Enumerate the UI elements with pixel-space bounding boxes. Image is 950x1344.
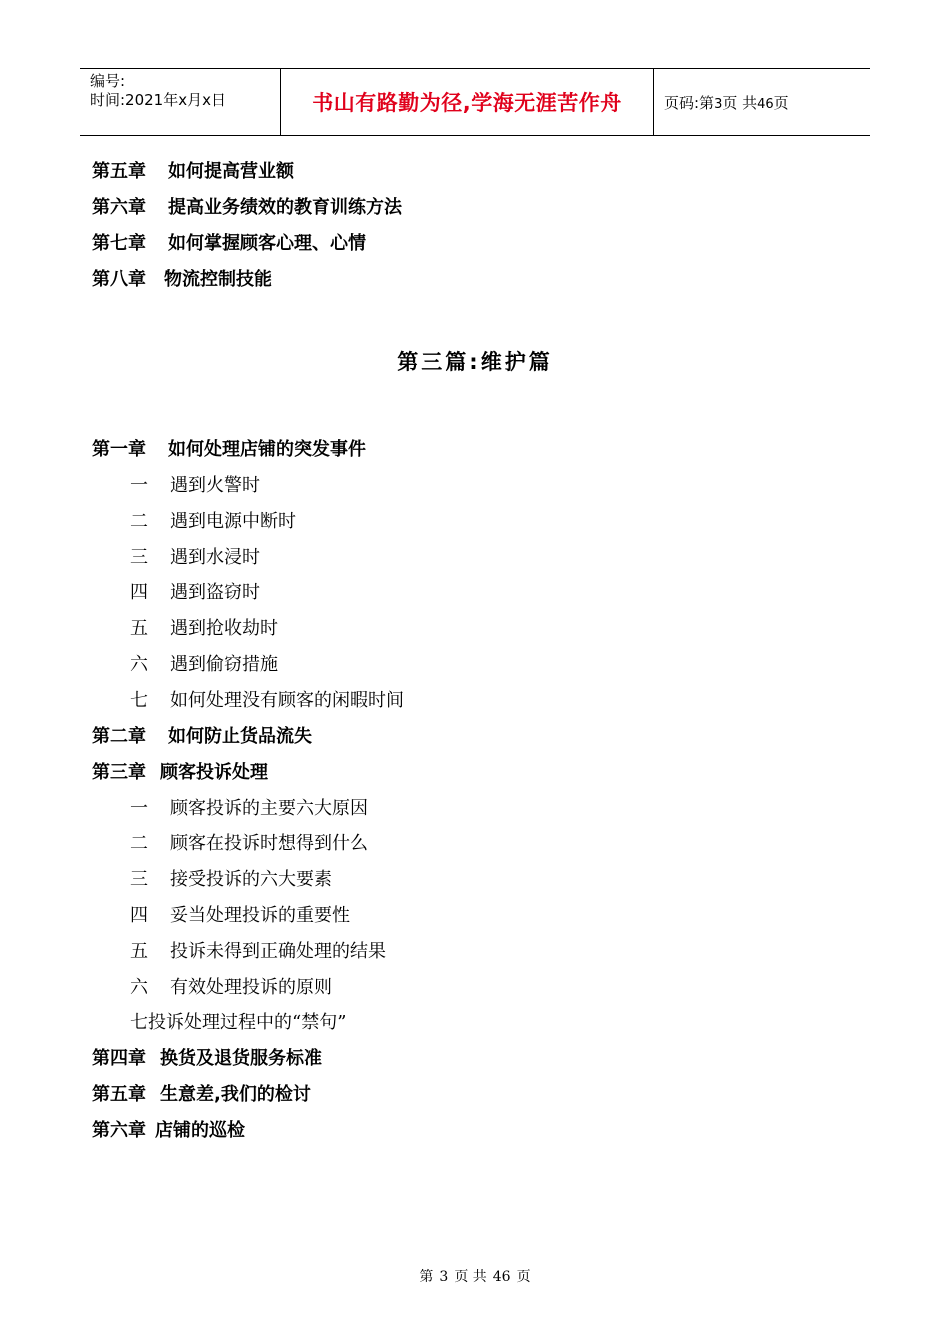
page-suffix: 页 — [773, 93, 789, 112]
chapter-entry: 第五章 生意差,我们的检讨 — [92, 1084, 311, 1106]
list-item: 五 遇到抢收劫时 — [130, 618, 278, 640]
header-motto-cell — [281, 69, 654, 135]
footer-suffix: 页 — [516, 1269, 531, 1285]
footer-current: 3 — [439, 1269, 449, 1285]
footer-total: 46 — [492, 1269, 511, 1285]
toc-content-part3 — [92, 432, 852, 1149]
list-item: 七投诉处理过程中的“禁句” — [130, 1012, 347, 1034]
page-header — [80, 68, 870, 136]
list-item: 一 遇到火警时 — [130, 475, 260, 496]
list-item: 六 有效处理投诉的原则 — [130, 976, 332, 998]
chapter-entry: 第二章 如何防止货品流失 — [92, 725, 312, 747]
number-label: 编号: — [90, 72, 126, 90]
page-footer — [0, 1266, 950, 1286]
section-title: 第三篇:维护篇 — [397, 350, 553, 374]
chapter-entry: 第四章 换货及退货服务标准 — [92, 1048, 322, 1070]
list-item: 五 投诉未得到正确处理的结果 — [130, 940, 386, 962]
list-item: 二 顾客在投诉时想得到什么 — [130, 833, 368, 855]
list-item: 四 妥当处理投诉的重要性 — [130, 904, 350, 926]
page-info — [664, 92, 789, 113]
list-item: 六 遇到偷窃措施 — [130, 653, 278, 675]
chapter-entry: 第六章 提高业务绩效的教育训练方法 — [92, 197, 402, 218]
toc-content — [92, 154, 852, 298]
footer-mid: 页 共 — [454, 1269, 487, 1285]
page-total: 46 — [757, 96, 774, 112]
motto: 书山有路勤为径,学海无涯苦作舟 — [312, 91, 622, 115]
list-item: 三 遇到水浸时 — [130, 546, 260, 568]
header-meta — [80, 69, 281, 135]
chapter-entry: 第七章 如何掌握顾客心理、心情 — [92, 233, 366, 254]
chapter-entry: 第六章 店铺的巡检 — [92, 1120, 245, 1142]
page-mid: 页 共 — [722, 93, 758, 112]
page-prefix: 页码:第 — [664, 93, 715, 112]
chapter-entry: 第八章 物流控制技能 — [92, 269, 272, 290]
chapter-entry: 第五章 如何提高营业额 — [92, 161, 294, 182]
chapter-entry: 第一章 如何处理店铺的突发事件 — [92, 439, 366, 460]
header-page-info — [654, 69, 870, 135]
page-current: 3 — [714, 96, 723, 112]
time-label: 时间:2021年x月x日 — [90, 91, 226, 109]
list-item: 一 顾客投诉的主要六大原因 — [130, 797, 368, 819]
chapter-entry: 第三章 顾客投诉处理 — [92, 761, 268, 783]
footer-prefix: 第 — [419, 1269, 434, 1285]
list-item: 二 遇到电源中断时 — [130, 510, 296, 532]
list-item: 三 接受投诉的六大要素 — [130, 869, 332, 891]
list-item: 七 如何处理没有顾客的闲暇时间 — [130, 689, 404, 711]
list-item: 四 遇到盗窃时 — [130, 582, 260, 604]
